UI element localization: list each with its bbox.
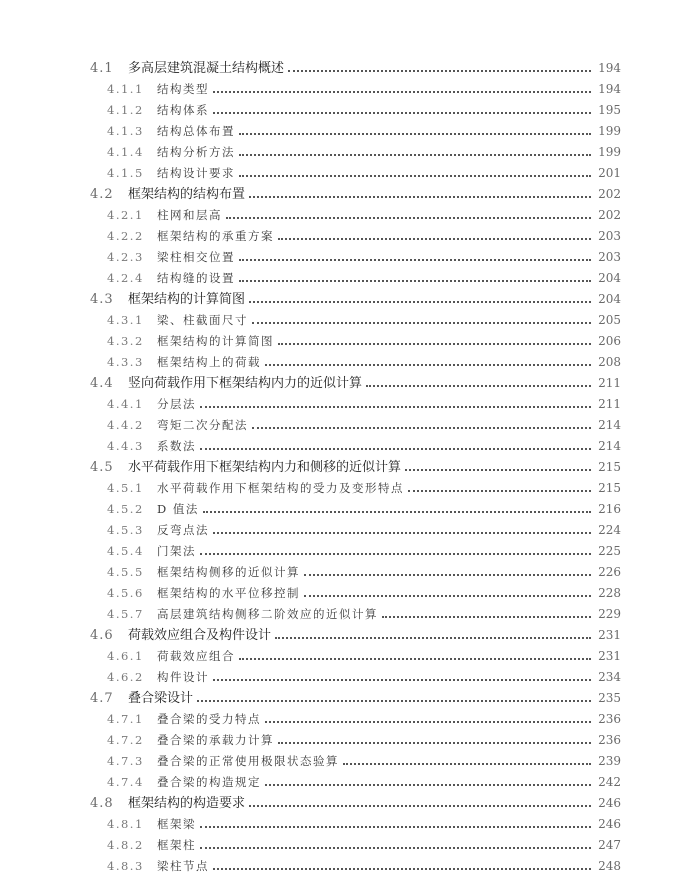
toc-entry-title: 叠合梁的正常使用极限状态验算: [157, 754, 339, 768]
toc-subsection-entry[interactable]: [0, 268, 695, 289]
toc-entry-title: 叠合梁设计: [128, 691, 194, 706]
dot-leader: [288, 69, 591, 72]
dot-leader: [200, 447, 591, 450]
dot-leader: [249, 195, 591, 198]
toc-subsection-entry[interactable]: [0, 856, 695, 877]
toc-page-number: 204: [598, 292, 621, 306]
toc-subsection-entry[interactable]: [0, 604, 695, 625]
toc-page-number: 194: [598, 61, 621, 75]
toc-entry-number: 4.3.3: [107, 355, 144, 369]
dot-leader: [265, 783, 591, 786]
dot-leader: [226, 216, 591, 219]
toc-entry-title: 高层建筑结构侧移二阶效应的近似计算: [157, 607, 378, 621]
toc-page-number: 204: [598, 271, 621, 285]
toc-entry-number: 4.5.7: [107, 607, 144, 621]
dot-leader: [200, 825, 591, 828]
toc-page-number: 239: [598, 754, 621, 768]
toc-subsection-entry[interactable]: [0, 478, 695, 499]
toc-entry-title: 框架梁: [157, 817, 196, 831]
dot-leader: [239, 132, 591, 135]
toc-page-number: 234: [598, 670, 621, 684]
dot-leader: [213, 867, 591, 870]
toc-page-number: 226: [598, 565, 621, 579]
toc-section-entry[interactable]: [0, 625, 695, 646]
toc-page-number: 231: [598, 628, 621, 642]
toc-entry-title: 结构体系: [157, 103, 209, 117]
toc-page-number: 228: [598, 586, 621, 600]
toc-entry-number: 4.3.1: [107, 313, 144, 327]
toc-subsection-entry[interactable]: [0, 814, 695, 835]
toc-page-number: 216: [598, 502, 621, 516]
toc-entry-title: 荷载效应组合: [157, 649, 235, 663]
toc-entry-number: 4.8.2: [107, 838, 144, 852]
toc-subsection-entry[interactable]: [0, 247, 695, 268]
toc-subsection-entry[interactable]: [0, 772, 695, 793]
toc-subsection-entry[interactable]: [0, 142, 695, 163]
toc-page-number: 248: [598, 859, 621, 873]
toc-subsection-entry[interactable]: [0, 520, 695, 541]
dot-leader: [405, 468, 591, 471]
toc-page-number: 206: [598, 334, 621, 348]
dot-leader: [213, 531, 591, 534]
toc-subsection-entry[interactable]: [0, 835, 695, 856]
table-of-contents: [0, 58, 695, 877]
toc-section-entry[interactable]: [0, 688, 695, 709]
toc-entry-number: 4.3: [90, 292, 114, 307]
toc-entry-number: 4.5.5: [107, 565, 144, 579]
toc-entry-number: 4.5: [90, 460, 114, 475]
toc-subsection-entry[interactable]: [0, 646, 695, 667]
toc-entry-title: 框架结构的计算简图: [157, 334, 274, 348]
toc-entry-number: 4.1.3: [107, 124, 144, 138]
toc-entry-title: 门架法: [157, 544, 196, 558]
dot-leader: [239, 153, 591, 156]
toc-subsection-entry[interactable]: [0, 352, 695, 373]
dot-leader: [252, 426, 591, 429]
toc-entry-title: 框架结构的计算简图: [128, 292, 246, 307]
toc-entry-number: 4.5.6: [107, 586, 144, 600]
toc-subsection-entry[interactable]: [0, 79, 695, 100]
toc-entry-number: 4.5.3: [107, 523, 144, 537]
toc-page-number: 246: [598, 796, 621, 810]
toc-section-entry[interactable]: [0, 457, 695, 478]
toc-subsection-entry[interactable]: [0, 331, 695, 352]
toc-page-number: 215: [598, 460, 621, 474]
toc-page-number: 205: [598, 313, 621, 327]
toc-page-number: 214: [598, 418, 621, 432]
toc-entry-title: 构件设计: [157, 670, 209, 684]
toc-page-number: 202: [598, 187, 621, 201]
toc-entry-title: 结构分析方法: [157, 145, 235, 159]
dot-leader: [366, 384, 591, 387]
toc-entry-number: 4.6: [90, 628, 114, 643]
toc-entry-title: 竖向荷载作用下框架结构内力的近似计算: [128, 376, 363, 391]
toc-entry-number: 4.6.1: [107, 649, 144, 663]
toc-entry-number: 4.5.1: [107, 481, 144, 495]
toc-entry-number: 4.8: [90, 796, 114, 811]
toc-page-number: 236: [598, 712, 621, 726]
dot-leader: [200, 552, 591, 555]
toc-entry-title: 分层法: [157, 397, 196, 411]
toc-page-number: 224: [598, 523, 621, 537]
toc-entry-number: 4.5.4: [107, 544, 144, 558]
toc-entry-title: 梁、柱截面尺寸: [157, 313, 248, 327]
dot-leader: [200, 846, 591, 849]
dot-leader: [265, 363, 591, 366]
toc-entry-number: 4.4.3: [107, 439, 144, 453]
toc-entry-number: 4.4.1: [107, 397, 144, 411]
toc-subsection-entry[interactable]: [0, 226, 695, 247]
toc-section-entry[interactable]: [0, 289, 695, 310]
toc-entry-title: 框架结构的水平位移控制: [157, 586, 300, 600]
dot-leader: [382, 615, 591, 618]
toc-entry-title: 多高层建筑混凝土结构概述: [128, 61, 285, 76]
toc-entry-number: 4.1.1: [107, 82, 144, 96]
dot-leader: [249, 300, 591, 303]
toc-entry-number: 4.7.2: [107, 733, 144, 747]
dot-leader: [249, 804, 591, 807]
dot-leader: [278, 237, 591, 240]
toc-subsection-entry[interactable]: [0, 583, 695, 604]
toc-subsection-entry[interactable]: [0, 163, 695, 184]
toc-page-number: 247: [598, 838, 621, 852]
dot-leader: [239, 657, 591, 660]
toc-entry-title: 梁柱节点: [157, 859, 209, 873]
toc-subsection-entry[interactable]: [0, 499, 695, 520]
toc-entry-title: 梁柱相交位置: [157, 250, 235, 264]
toc-entry-number: 4.1.4: [107, 145, 144, 159]
toc-page-number: 229: [598, 607, 621, 621]
toc-entry-title: 叠合梁的构造规定: [157, 775, 261, 789]
toc-entry-title: 框架结构的构造要求: [128, 796, 246, 811]
toc-page-number: 201: [598, 166, 621, 180]
toc-subsection-entry[interactable]: [0, 205, 695, 226]
toc-entry-title: 框架结构的承重方案: [157, 229, 274, 243]
toc-entry-title: 结构缝的设置: [157, 271, 235, 285]
toc-entry-number: 4.8.3: [107, 859, 144, 873]
dot-leader: [213, 678, 591, 681]
dot-leader: [265, 720, 591, 723]
toc-entry-number: 4.7.3: [107, 754, 144, 768]
toc-entry-number: 4.7: [90, 691, 114, 706]
toc-page-number: 235: [598, 691, 621, 705]
dot-leader: [408, 489, 591, 492]
toc-entry-title: 系数法: [157, 439, 196, 453]
toc-page-number: 246: [598, 817, 621, 831]
toc-subsection-entry[interactable]: [0, 310, 695, 331]
toc-entry-title: 框架结构侧移的近似计算: [157, 565, 300, 579]
toc-entry-number: 4.2.3: [107, 250, 144, 264]
toc-page-number: 236: [598, 733, 621, 747]
toc-entry-number: 4.4.2: [107, 418, 144, 432]
toc-entry-title: 框架结构的结构布置: [128, 187, 246, 202]
toc-entry-title: 结构总体布置: [157, 124, 235, 138]
toc-entry-title: 框架结构上的荷载: [157, 355, 261, 369]
dot-leader: [252, 321, 591, 324]
toc-page-number: 214: [598, 439, 621, 453]
toc-page-number: 203: [598, 229, 621, 243]
dot-leader: [278, 741, 591, 744]
toc-entry-number: 4.5.2: [107, 502, 144, 516]
toc-page-number: 199: [598, 145, 621, 159]
toc-section-entry[interactable]: [0, 58, 695, 79]
toc-entry-title: 结构设计要求: [157, 166, 235, 180]
toc-entry-number: 4.2.2: [107, 229, 144, 243]
toc-entry-number: 4.6.2: [107, 670, 144, 684]
dot-leader: [239, 279, 591, 282]
toc-subsection-entry[interactable]: [0, 751, 695, 772]
toc-page-number: 203: [598, 250, 621, 264]
toc-subsection-entry[interactable]: [0, 100, 695, 121]
toc-subsection-entry[interactable]: [0, 394, 695, 415]
toc-section-entry[interactable]: [0, 373, 695, 394]
toc-page-number: 215: [598, 481, 621, 495]
toc-page-number: 208: [598, 355, 621, 369]
toc-entry-title: 弯矩二次分配法: [157, 418, 248, 432]
toc-subsection-entry[interactable]: [0, 541, 695, 562]
dot-leader: [197, 699, 591, 702]
toc-page-number: 225: [598, 544, 621, 558]
toc-entry-number: 4.7.1: [107, 712, 144, 726]
toc-entry-title: 柱网和层高: [157, 208, 222, 222]
toc-section-entry[interactable]: [0, 793, 695, 814]
dot-leader: [275, 636, 591, 639]
toc-page-number: 211: [598, 376, 621, 390]
toc-subsection-entry[interactable]: [0, 562, 695, 583]
dot-leader: [304, 594, 591, 597]
toc-page-number: 194: [598, 82, 621, 96]
toc-page-number: 199: [598, 124, 621, 138]
toc-page-number: 242: [598, 775, 621, 789]
dot-leader: [213, 90, 591, 93]
toc-section-entry[interactable]: [0, 184, 695, 205]
toc-subsection-entry[interactable]: [0, 730, 695, 751]
toc-page-number: 231: [598, 649, 621, 663]
dot-leader: [343, 762, 591, 765]
toc-entry-number: 4.3.2: [107, 334, 144, 348]
dot-leader: [213, 111, 591, 114]
toc-page-number: 211: [598, 397, 621, 411]
dot-leader: [239, 174, 591, 177]
toc-entry-number: 4.1.2: [107, 103, 144, 117]
toc-subsection-entry[interactable]: [0, 121, 695, 142]
toc-entry-title: 结构类型: [157, 82, 209, 96]
toc-subsection-entry[interactable]: [0, 415, 695, 436]
toc-entry-title: 反弯点法: [157, 523, 209, 537]
toc-subsection-entry[interactable]: [0, 667, 695, 688]
toc-subsection-entry[interactable]: [0, 709, 695, 730]
toc-entry-number: 4.7.4: [107, 775, 144, 789]
toc-page-number: 202: [598, 208, 621, 222]
toc-entry-title: 水平荷载作用下框架结构的受力及变形特点: [157, 481, 404, 495]
toc-entry-title: 叠合梁的受力特点: [157, 712, 261, 726]
toc-entry-number: 4.2.4: [107, 271, 144, 285]
toc-page-number: 195: [598, 103, 621, 117]
toc-entry-title: 荷载效应组合及构件设计: [128, 628, 272, 643]
toc-entry-number: 4.2: [90, 187, 114, 202]
toc-entry-number: 4.1.5: [107, 166, 144, 180]
toc-entry-number: 4.2.1: [107, 208, 144, 222]
dot-leader: [278, 342, 591, 345]
toc-entry-title: 叠合梁的承载力计算: [157, 733, 274, 747]
dot-leader: [203, 510, 591, 513]
toc-entry-title: 框架柱: [157, 838, 196, 852]
dot-leader: [239, 258, 591, 261]
toc-entry-title: 水平荷载作用下框架结构内力和侧移的近似计算: [128, 460, 402, 475]
toc-subsection-entry[interactable]: [0, 436, 695, 457]
dot-leader: [304, 573, 591, 576]
toc-entry-number: 4.4: [90, 376, 114, 391]
toc-entry-number: 4.8.1: [107, 817, 144, 831]
toc-entry-number: 4.1: [90, 61, 114, 76]
toc-entry-title: D 值法: [157, 502, 199, 516]
dot-leader: [200, 405, 591, 408]
